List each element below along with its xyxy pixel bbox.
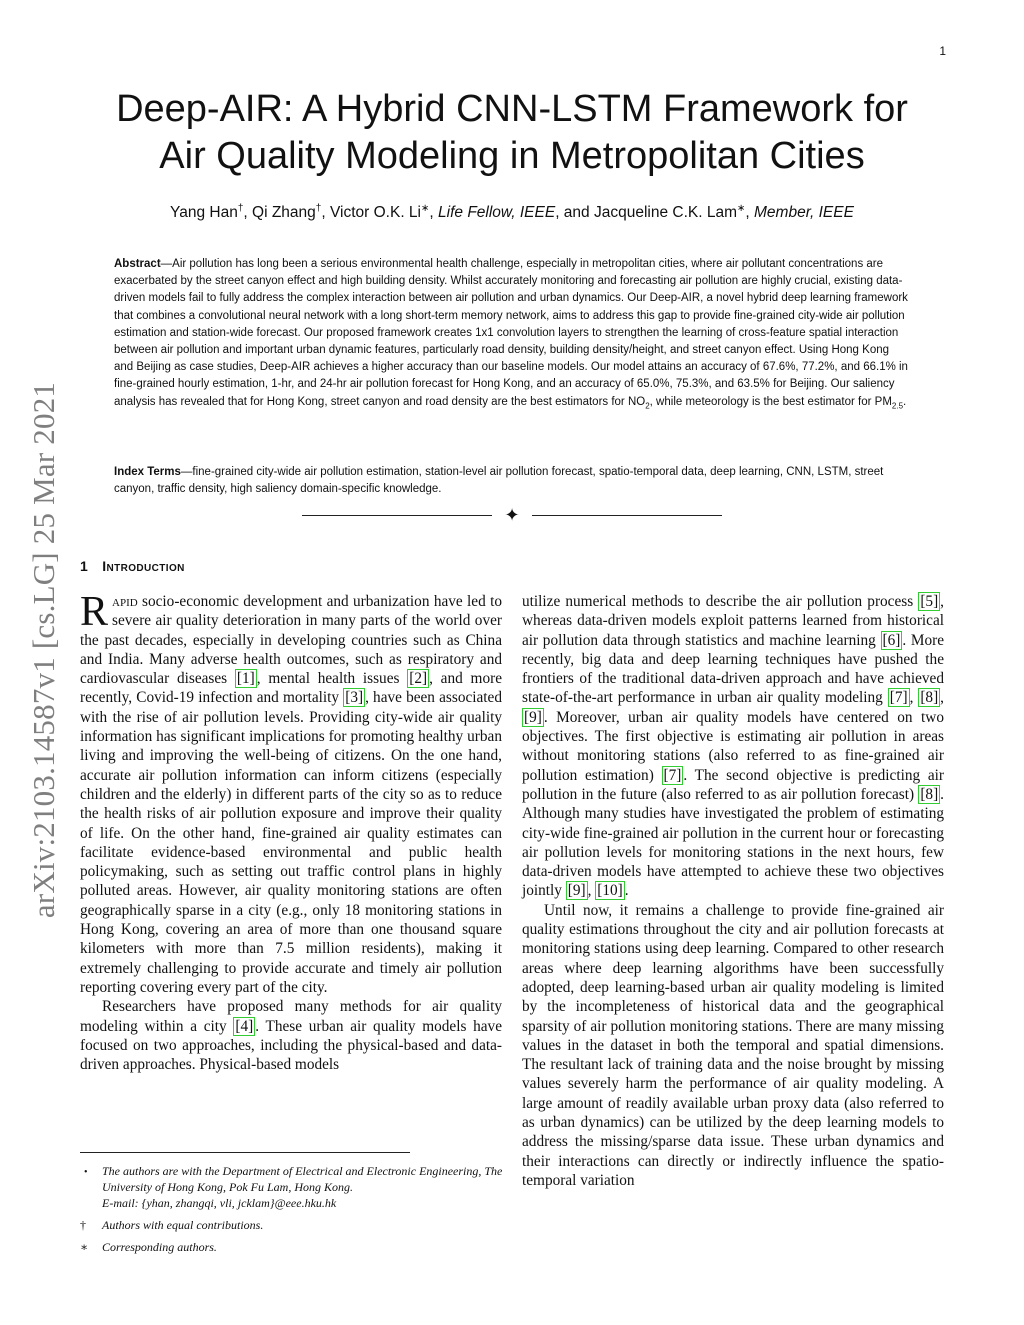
paragraph xyxy=(80,589,502,997)
author-name: Jacqueline C.K. Lam xyxy=(593,204,737,222)
citation-link[interactable]: [6] xyxy=(882,631,901,649)
footnote-affiliation xyxy=(80,1163,504,1211)
footnote-text: Authors with equal contributions. xyxy=(102,1218,264,1232)
citation-link[interactable]: [9] xyxy=(567,882,586,900)
body-text: , mental health issues xyxy=(256,670,408,688)
page-number: 1 xyxy=(939,44,946,58)
citation-link[interactable]: [4] xyxy=(235,1017,254,1035)
author-name: Qi Zhang xyxy=(252,204,316,222)
footnote-rule xyxy=(80,1152,410,1153)
no2-subscript: 2 xyxy=(645,400,650,410)
citation-link[interactable]: [9] xyxy=(524,708,542,726)
index-terms-label: Index Terms xyxy=(114,466,181,478)
footnote-corresponding xyxy=(80,1239,504,1255)
author-role: Member, IEEE xyxy=(754,204,854,222)
paragraph: Until now, it remains a challenge to provide fine-grained air quality estimations throughout the city and air pollution forecasts at monitoring stations using deep learning. Compared to other research areas where deep learning algorithms have been successfully adopted, deep learning-based urban air quality modeling is limited by the incompleteness of historical data and the geographical sparsity of air pollution monitoring stations. There are many missing values in the dataset in both the temporal and spatial dimensions. The resultant lack of training data and the noise brought by missing values severely harm the performance of air quality modeling. A large amount of readily available urban proxy data (also referred to as urban dynamics) can be utilized by the deep learning models to address the missing/sparse data issue. These urban dynamics and their interactions can directly or indirectly influence the spatio-temporal variation xyxy=(522,901,944,1189)
section-title: Introduction xyxy=(102,558,185,574)
body-text: . Moreover, urban air quality models have centered on two objectives. The first objective is estimating air pollution in areas without monitoring stations (also referred to as fine-grained air pollution estimation) xyxy=(522,708,944,784)
arxiv-identifier-stamp: arXiv:2103.14587v1 [cs.LG] 25 Mar 2021 xyxy=(26,381,61,919)
asterisk-mark: ∗ xyxy=(80,1240,89,1254)
author-separator: , and xyxy=(555,204,594,222)
citation-link[interactable]: [7] xyxy=(889,689,908,707)
author-separator: , xyxy=(745,204,755,222)
body-text: Researchers have proposed many methods for air quality modeling within a city xyxy=(80,998,502,1035)
author-separator: , xyxy=(243,204,253,222)
pm-subscript: 2.5 xyxy=(891,400,904,410)
author-separator: , xyxy=(429,204,439,222)
citation-link[interactable]: [10] xyxy=(597,882,623,900)
body-text: , xyxy=(587,882,596,900)
footnote-equal-contribution xyxy=(80,1217,504,1233)
index-terms xyxy=(114,464,910,498)
author-list xyxy=(80,203,944,222)
body-text: , and more recently, Covid-19 infection and mortality xyxy=(80,670,502,707)
body-text: socio-economic development and urbanization have led to severe air quality deterioration in many parts of the world over the past decades, especially in developing countries such as China and India. Many adverse health outcomes, such as respiratory and cardiovascular diseases xyxy=(80,593,502,688)
citation-link[interactable]: [8] xyxy=(920,785,939,803)
abstract-label: Abstract xyxy=(114,258,161,270)
body-text: . Although many studies have investigated the problem of estimating city-wide fine-grained air pollution in the current hour or forecasting air pollution levels for monitoring stations in the next hours, few data-driven models have attempted to achieve these two objectives jointly xyxy=(522,785,944,900)
section-heading xyxy=(80,558,185,574)
bullet-icon: • xyxy=(84,1167,88,1178)
citation-link[interactable]: [3] xyxy=(345,689,364,707)
drop-cap: R xyxy=(80,589,109,635)
author-name: Victor O.K. Li xyxy=(329,204,421,222)
citation-link[interactable]: [7] xyxy=(663,766,682,784)
body-text: , have been associated with the rise of air pollution levels. Providing city-wide air quality information has significant implications for promoting healthy urban living and improving the well-being of citizens. On the one hand, accurate air pollution information can inform citizens (especially children and the elderly) in different parts of the city so as to reduce the health risks of air pollution exposure and improve their quality of life. On the other hand, fine-grained air quality estimates can facilitate evidence-based environmental and public health policymaking, such as setting out traffic control plans in highly polluted areas. However, air quality monitoring stations are often geographically sparse in a city (e.g., only 18 monitoring stations in Hong Kong, covering an area of more than one thousand square kilometers with more than 7.5 million residents), making it extremely challenging to provide accurate and timely air pollution reporting covering every part of the city. xyxy=(80,689,502,996)
abstract xyxy=(114,256,910,411)
affiliation-text: The authors are with the Department of Electrical and Electronic Engineering, The University of Hong Kong, Pok Fu Lam, Hong Kong. xyxy=(102,1164,503,1194)
author-mark: ∗ xyxy=(737,203,746,214)
email-text: E-mail: {yhan, zhangqi, vli, jcklam}@eee.hku.hk xyxy=(102,1196,337,1210)
author-name: Yang Han xyxy=(170,204,238,222)
title-line-2: Air Quality Modeling in Metropolitan Cities xyxy=(159,135,865,177)
citation-link[interactable]: [5] xyxy=(920,593,939,610)
divider-star-icon: ✦ xyxy=(504,505,520,526)
author-role: Life Fellow, IEEE xyxy=(438,204,556,222)
author-mark: † xyxy=(315,203,322,214)
body-text: . These urban air quality models have focused on two approaches, including the physical-based and data-driven approaches. Physical-based models xyxy=(80,1017,502,1074)
author-separator: , xyxy=(321,204,330,222)
body-text: . The second objective is predicting air pollution in the future (also referred to as air pollution forecast) xyxy=(522,766,944,803)
title-line-1: Deep-AIR: A Hybrid CNN-LSTM Framework for xyxy=(116,88,908,130)
divider-line xyxy=(532,515,722,516)
body-text: . xyxy=(624,882,629,900)
footnote-text: Corresponding authors. xyxy=(102,1240,217,1254)
body-text: . More recently, big data and deep learning techniques have pushed the frontiers of the traditional data-driven approach and have achieved state-of-the-art performance in urban air quality modeling xyxy=(522,631,944,707)
dagger-mark: † xyxy=(80,1218,86,1232)
left-column xyxy=(80,589,502,1074)
body-text: , xyxy=(940,689,944,707)
footnotes xyxy=(80,1163,504,1261)
right-column xyxy=(522,592,944,1190)
body-text: , whereas data-driven models exploit patterns learned from historical air pollution data through statistics and machine learning xyxy=(522,593,944,649)
section-number: 1 xyxy=(80,558,89,574)
abstract-text: . xyxy=(903,395,907,408)
paragraph xyxy=(80,997,502,1074)
abstract-text: —Air pollution has long been a serious environmental health challenge, especially in metropolitan cities, where air pollutant concentrations are exacerbated by the street canyon effect and high building density. Whilst accurately monitoring and forecasting air pollution are highly crucial, existing data-driven models fail to fully address the complex interaction between air pollution and urban dynamics. Our Deep-AIR, a novel hybrid deep learning framework that combines a convolutional neural network with a long short-term memory network, aims to address this gap to provide fine-grained city-wide air pollution estimation and station-wide forecast. Our proposed framework creates 1x1 convolution layers to strengthen the learning of cross-feature spatial interaction between air pollution and important urban dynamic features, particularly road density, building density/height, and street canyon effect. Using Hong Kong and Beijing as case studies, Deep-AIR achieves a higher accuracy than our baseline models. Our model attains an accuracy of 67.6%, 77.2%, and 66.1% in fine-grained hourly estimation, 1-hr, and 24-hr air pollution forecast for Hong Kong, and an accuracy of 65.0%, 75.3%, and 63.5% for Beijing. Our saliency analysis has revealed that for Hong Kong, street canyon and road density are the best estimators for NO xyxy=(114,258,908,408)
citation-link[interactable]: [2] xyxy=(409,670,428,688)
section-divider xyxy=(302,506,722,526)
paragraph xyxy=(522,592,944,901)
smallcaps-lead: apid xyxy=(112,593,138,610)
citation-link[interactable]: [8] xyxy=(920,689,939,707)
paper-title xyxy=(80,86,944,180)
citation-link[interactable]: [1] xyxy=(236,670,255,688)
abstract-text: , while meteorology is the best estimator for PM xyxy=(649,395,892,408)
author-mark: † xyxy=(237,203,244,214)
body-text: , xyxy=(909,689,919,707)
index-terms-text: —fine-grained city-wide air pollution estimation, station-level air pollution forecast, spatio-temporal data, deep learning, CNN, LSTM, street canyon, traffic density, high saliency domain-specific knowledge. xyxy=(114,466,884,496)
body-text: utilize numerical methods to describe the air pollution process xyxy=(522,593,919,610)
divider-line xyxy=(302,515,492,516)
author-mark: ∗ xyxy=(421,203,430,214)
